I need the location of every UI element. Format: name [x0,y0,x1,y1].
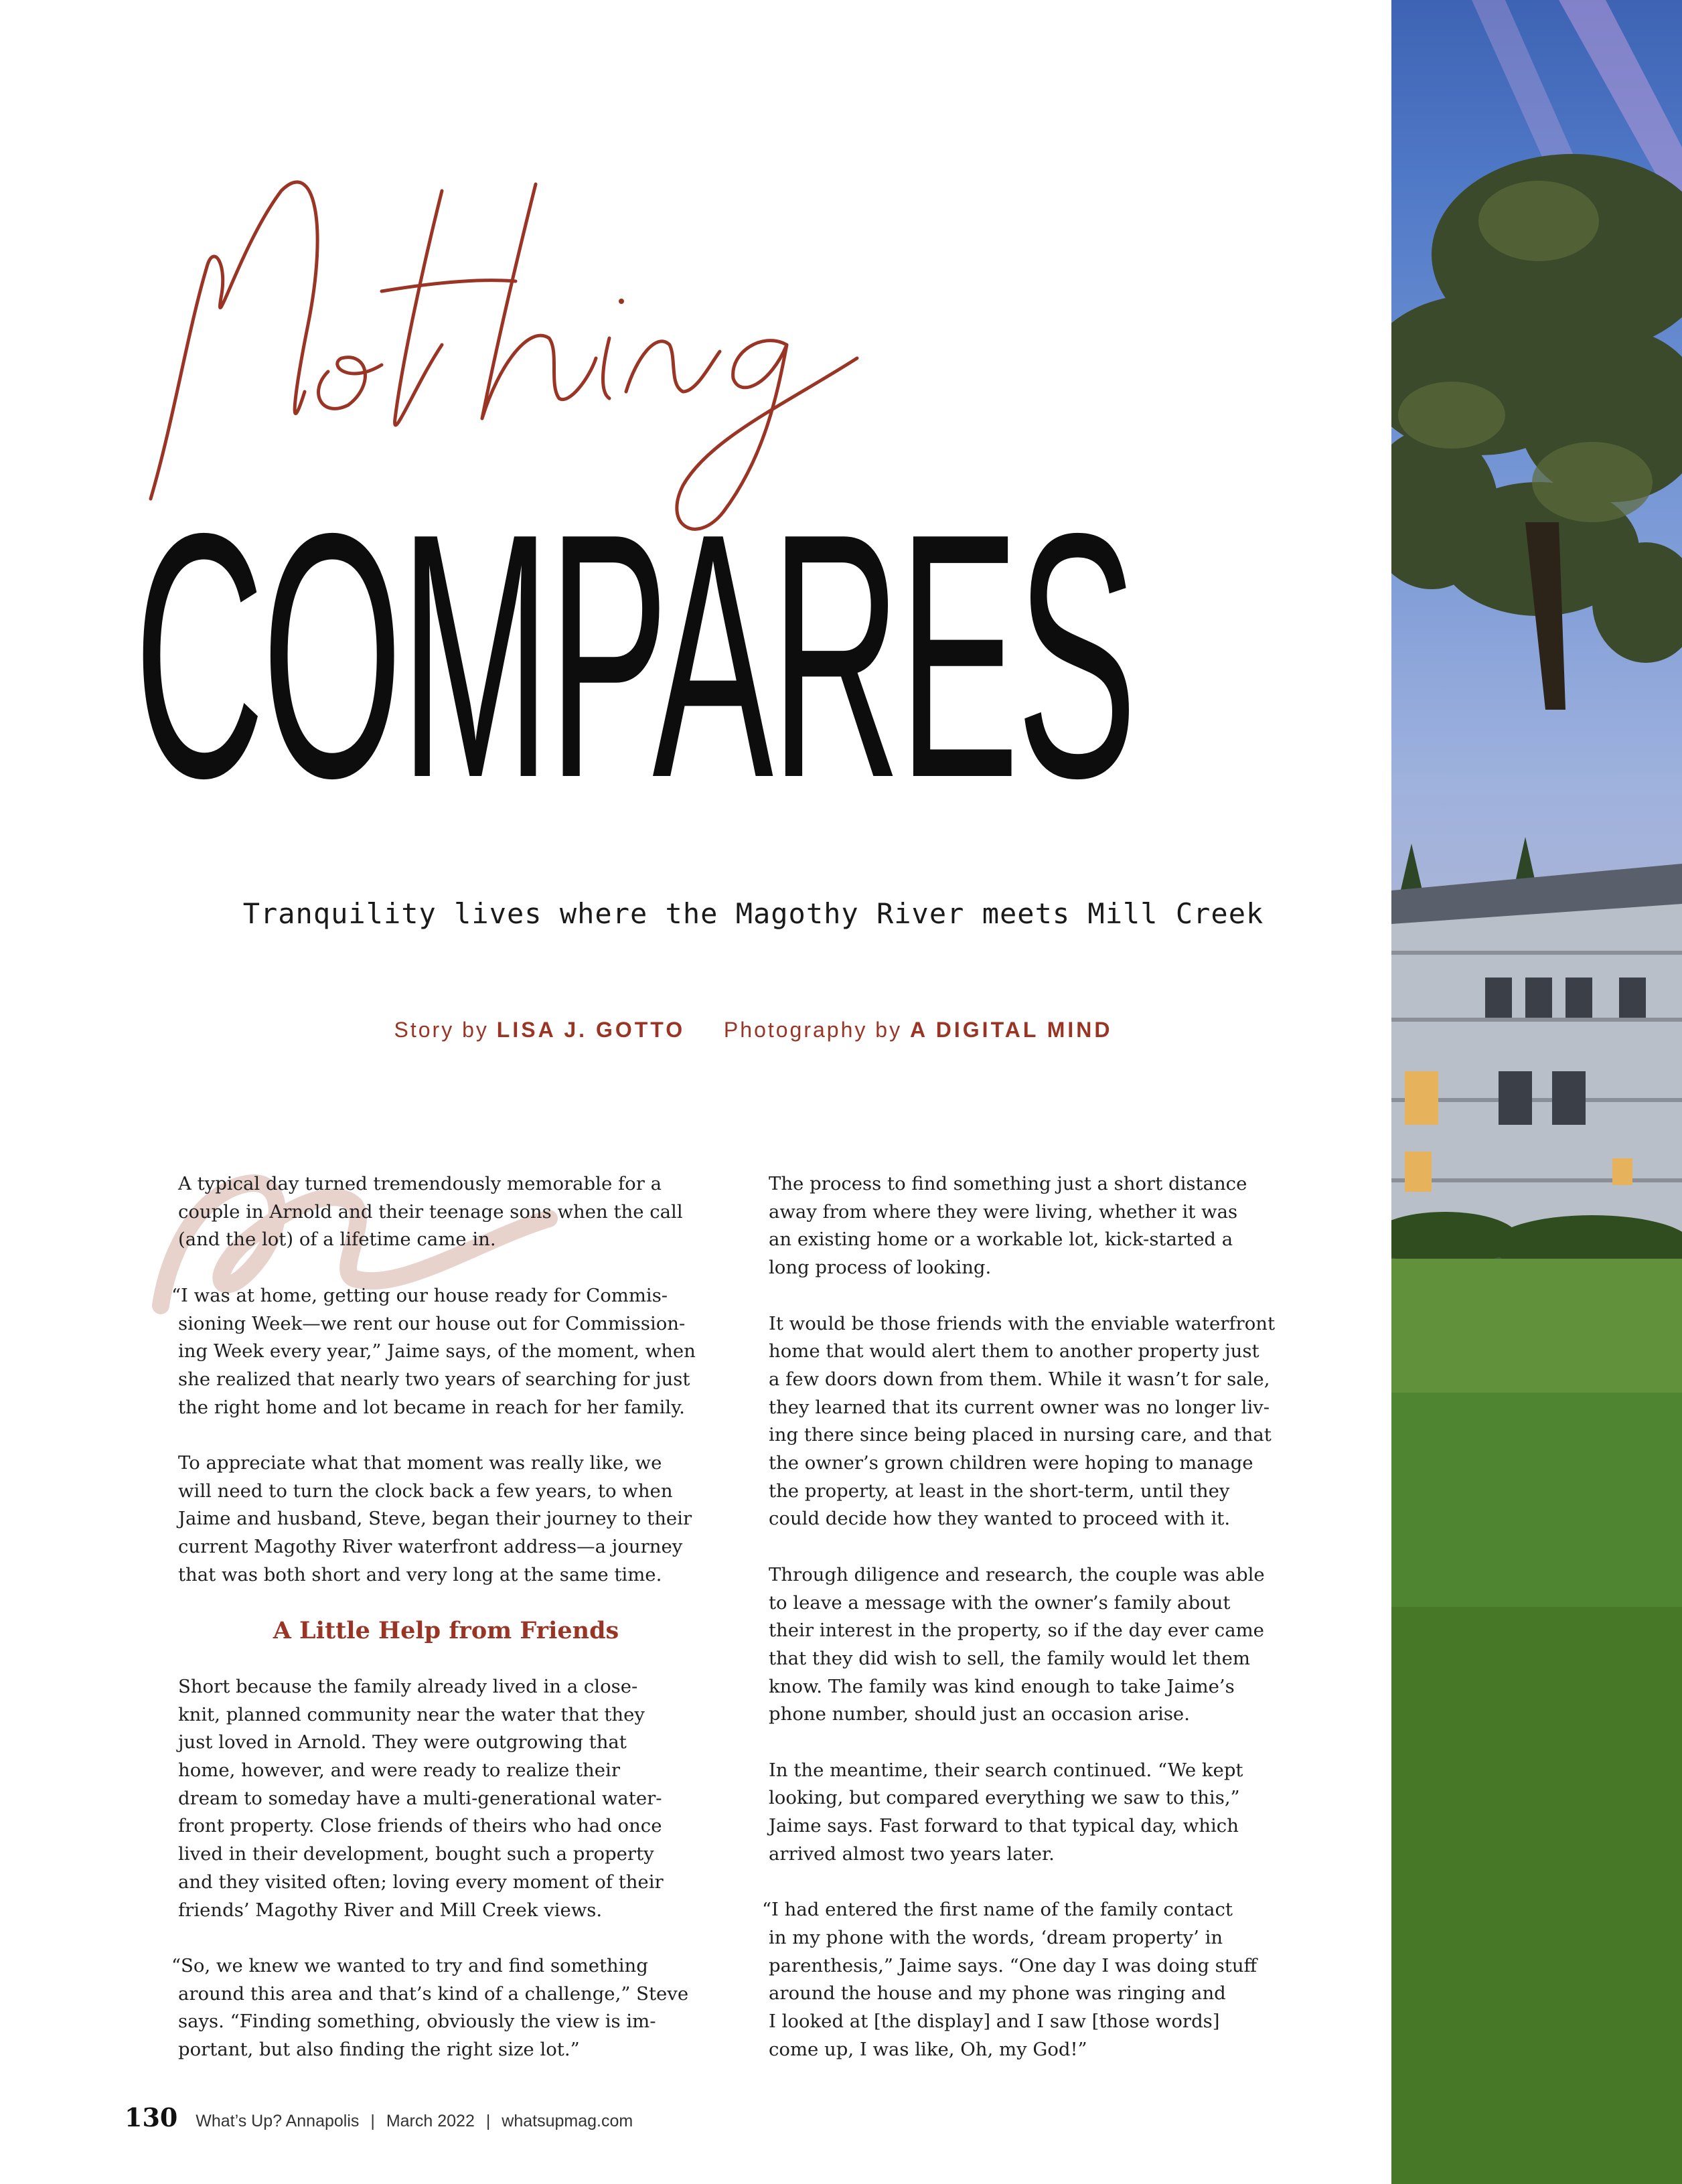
paragraph: “So, we knew we wanted to try and find something around this area and that’s kind of a challenge,” Steve says. “Finding something, obviously the view is im- portant, but also finding the right size lot.” [171,1954,689,2061]
issue-date: March 2022 [386,2112,475,2130]
paragraph: Through diligence and research, the couple was able to leave a message with the owner’s family about their interest in the property, so if the day ever came that they did wish to sell, the family would let them know. The family was kind enough to take Jaime’s phone number, should just an occasion arise. [769,1563,1265,1725]
footer-divider: | [485,2112,491,2130]
paragraph: A typical day turned tremendously memorable for a couple in Arnold and their teenage sons when the call (and the lot) of a lifetime came in. [178,1173,683,1251]
paragraph: Short because the family already lived in a close- knit, planned community near the water that they just loved in Arnold. They were outgrowing that home, however, and were ready to realize their dream to someday have a multi-generational water- front property. Close friends of theirs who had once lived in their development, bought such a property and they visited often; loving every moment of their friends’ Magothy River and Mill Creek views. [178,1675,664,1921]
photographer-name: A DIGITAL MIND [909,1018,1113,1042]
story-label: Story by [394,1018,489,1042]
photo-label: Photography by [723,1018,903,1042]
headline-block-word: COMPARES [134,461,1135,850]
paragraph: In the meantime, their search continued. “We kept looking, but compared everything we saw to this,” Jaime says. Fast forward to that typical day, which arrived almost two years later. [769,1759,1243,1865]
article-subtitle: Tranquility lives where the Magothy River meets Mill Creek [242,897,1264,930]
page-number: 130 [125,2102,178,2132]
website-link[interactable]: whatsupmag.com [502,2112,633,2130]
footer-divider: | [370,2112,375,2130]
house-and-lawn-photo [1391,0,1682,2184]
paragraph: The process to find something just a short distance away from where they were living, whether it was an existing home or a workable lot, kick-started a long process of looking. [769,1173,1247,1279]
paragraph: To appreciate what that moment was really like, we will need to turn the clock back a few years, to when Jaime and husband, Steve, began their journey to their current Magothy River waterfront address—a journey that was both short and very long at the same time. [178,1452,692,1585]
magazine-name: What’s Up? Annapolis [196,2112,360,2130]
page-footer [125,2102,633,2132]
paragraph: “I had entered the first name of the family contact in my phone with the words, ‘dream property’ in parenthesis,” Jaime says. “One day I was doing stuff around the house and my phone was ringing and I looked at [the display] and I saw [those words] come up, I was like, Oh, my God!” [762,1899,1257,2060]
author-name: LISA J. GOTTO [496,1018,686,1042]
paragraph: “I was at home, getting our house ready for Commis- sioning Week—we rent our house out for Commission- ing Week every year,” Jaime says, of the moment, when she realized that nearly two years of searching for just the right home and lot became in reach for her family. [171,1284,696,1418]
article-column-left [171,1170,714,2092]
article-column-right [762,1170,1304,2092]
paragraph: It would be those friends with the enviable waterfront home that would alert them to another property just a few doors down from them. While it wasn’t for sale, they learned that its current owner was no longer liv- ing there since being placed in nursing care, and that the owner’s grown children were hoping to manage the property, at least in the short-term, until they could decide how they wanted to proceed with it. [769,1312,1276,1530]
byline [134,1018,1373,1042]
section-heading: A Little Help from Friends [273,1617,619,1645]
cover-photo-strip [1391,0,1682,2184]
